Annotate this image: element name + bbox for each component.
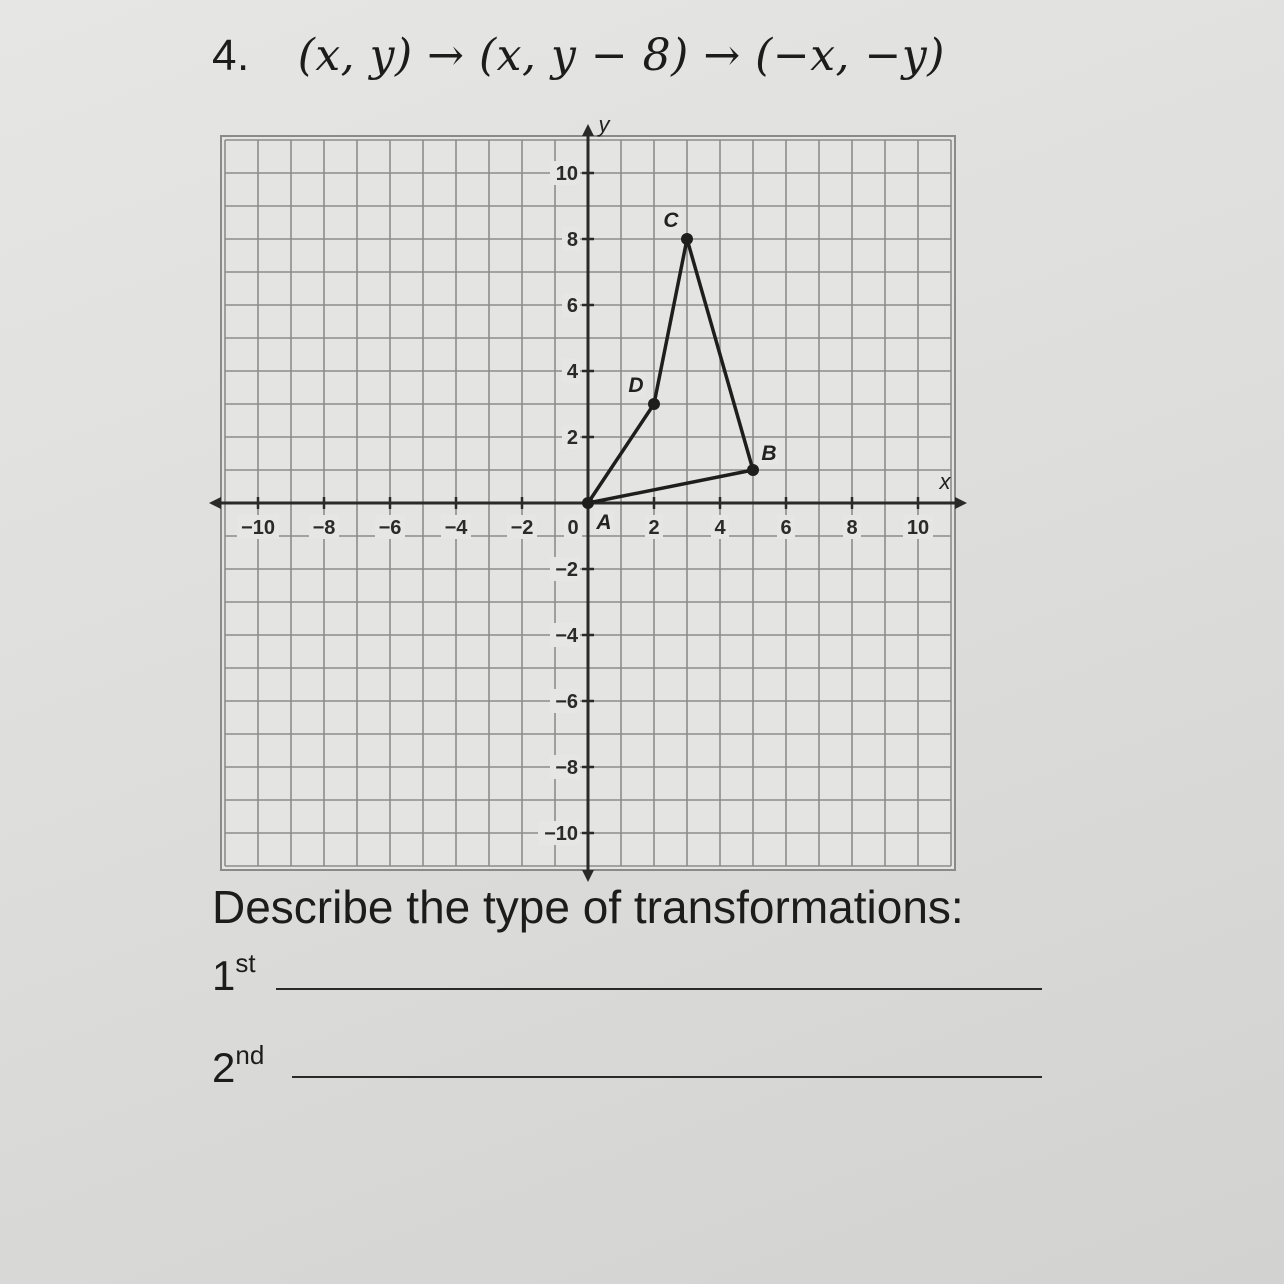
x-tick-label: 8 [846,517,858,539]
vertex-point-d [648,398,660,410]
vertex-label-a: A [596,511,612,534]
y-tick-label: 6 [566,295,578,317]
vertex-label-c: C [663,209,679,232]
answer-first-blank[interactable] [276,988,1042,990]
x-axis-arrow-right [955,497,967,509]
answer-first-label [212,948,256,1000]
x-tick-label: 2 [648,517,660,539]
x-tick-label: −6 [378,517,402,539]
question-prompt: Describe the type of transformations: [212,881,964,933]
x-tick-label: 10 [906,517,930,539]
y-axis-arrow-up [582,124,594,136]
x-tick-label: −2 [510,517,534,539]
answer-second-label [212,1040,264,1092]
vertex-point-b [747,464,759,476]
x-tick-label: −4 [444,517,468,539]
y-tick-label: −6 [555,691,578,713]
y-tick-label: −10 [544,823,578,845]
x-axis-arrow-left [209,497,221,509]
y-axis-label: y [598,112,610,137]
x-tick-label: 6 [780,517,792,539]
answer-first-suffix: st [235,948,256,978]
x-tick-label: −8 [312,517,336,539]
y-tick-label: −2 [555,559,578,581]
x-tick-label: −10 [241,517,275,539]
transformation-rule: (x, y) → (x, y − 8) → (−x, −y) [297,30,945,81]
answer-second-suffix: nd [235,1040,265,1070]
y-tick-label: 2 [566,427,578,449]
origin-label: 0 [567,517,579,539]
answer-first-ordinal: 1 [212,952,236,999]
vertex-point-c [681,233,693,245]
y-tick-label: 8 [566,229,578,251]
x-axis-label: x [939,469,951,494]
answer-second-ordinal: 2 [212,1044,236,1091]
vertex-label-d: D [628,374,644,397]
x-tick-label: 4 [714,517,726,539]
y-tick-label: 10 [555,163,578,185]
vertex-point-a [582,497,594,509]
answer-second-blank[interactable] [292,1076,1042,1078]
y-tick-label: −8 [555,757,578,779]
y-tick-label: 4 [566,361,578,383]
vertex-label-b: B [761,442,777,465]
y-tick-label: −4 [555,625,578,647]
problem-number: 4. [212,31,250,80]
